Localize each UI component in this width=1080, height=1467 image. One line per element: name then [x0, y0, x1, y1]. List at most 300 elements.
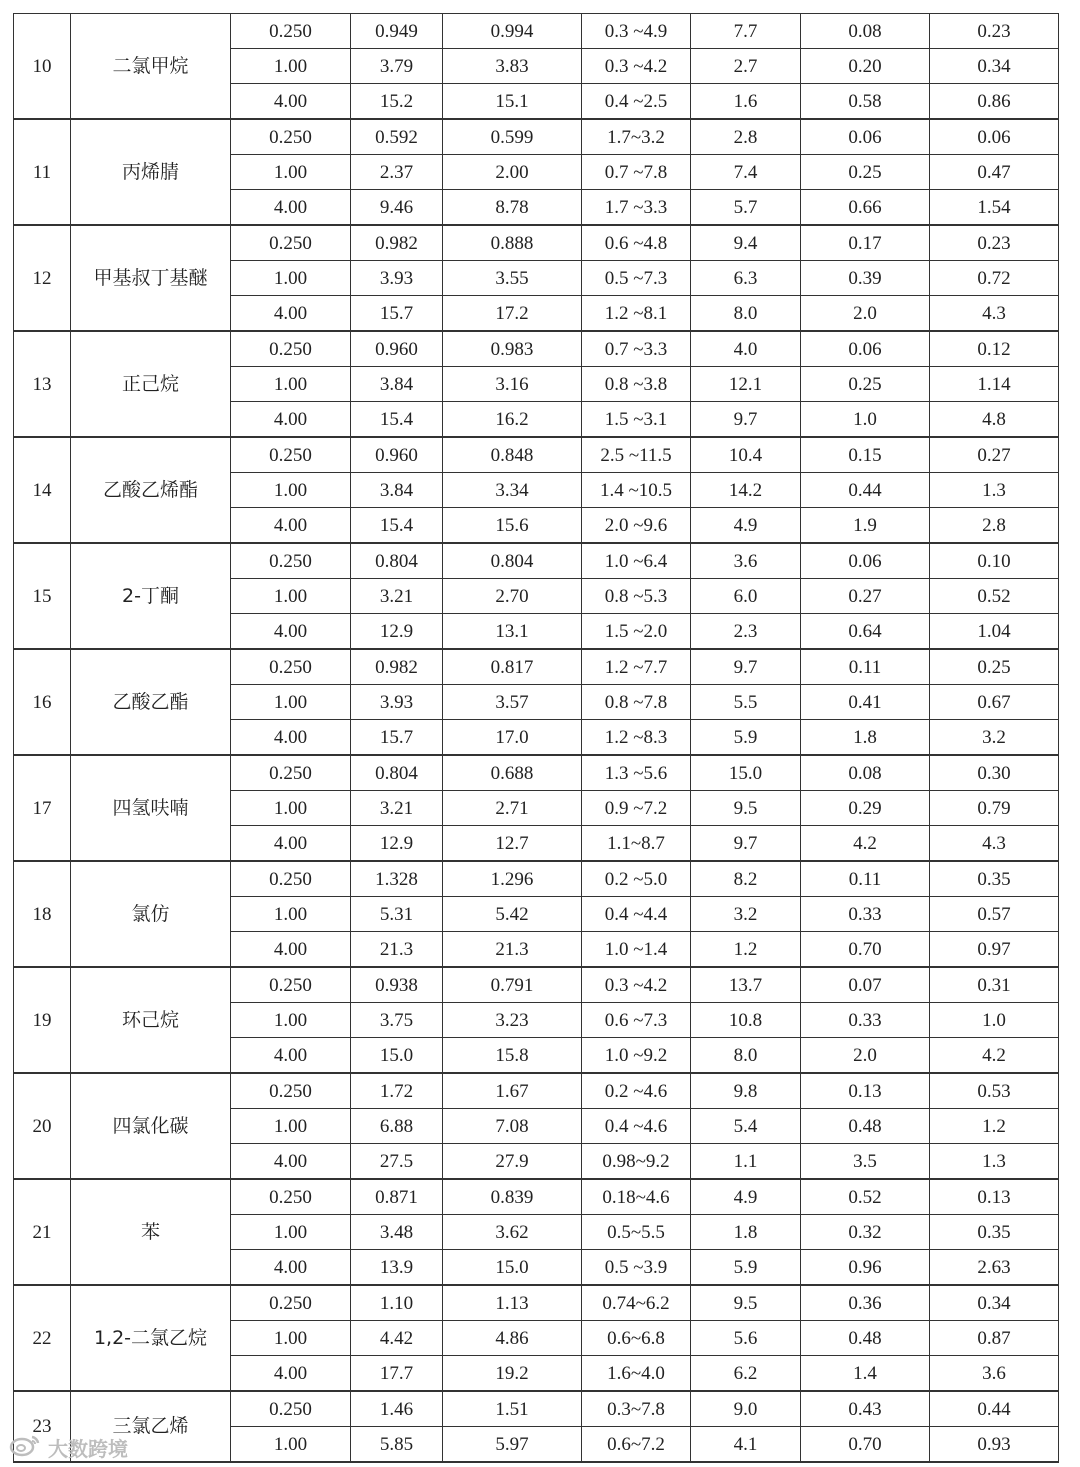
table-cell: 0.8 ~3.8: [582, 367, 691, 402]
table-cell: 3.2: [691, 897, 801, 932]
table-cell: 1.3: [930, 1144, 1059, 1180]
table-cell: 13.9: [351, 1250, 443, 1286]
table-cell: 1.328: [351, 861, 443, 897]
table-cell: 13.7: [691, 967, 801, 1003]
table-cell: 0.960: [351, 437, 443, 473]
row-number: 18: [14, 861, 71, 967]
table-cell: 1.72: [351, 1073, 443, 1109]
table-cell: 0.250: [231, 861, 351, 897]
table-cell: 0.25: [930, 649, 1059, 685]
compound-name: 氯仿: [71, 861, 231, 967]
compound-name: 四氯化碳: [71, 1073, 231, 1179]
table-cell: 1.3: [930, 473, 1059, 508]
table-cell: 1.00: [231, 49, 351, 84]
table-cell: 3.93: [351, 685, 443, 720]
table-cell: 1.00: [231, 1003, 351, 1038]
table-cell: 2.7: [691, 49, 801, 84]
table-cell: 13.1: [443, 614, 582, 650]
table-cell: 1.00: [231, 261, 351, 296]
table-cell: 3.16: [443, 367, 582, 402]
table-cell: 27.9: [443, 1144, 582, 1180]
table-cell: 0.34: [930, 49, 1059, 84]
table-cell: 8.78: [443, 190, 582, 226]
table-cell: 15.8: [443, 1038, 582, 1074]
table-cell: 1.3 ~5.6: [582, 755, 691, 791]
table-cell: 0.53: [930, 1073, 1059, 1109]
table-cell: 3.79: [351, 49, 443, 84]
table-cell: 4.1: [691, 1427, 801, 1463]
table-cell: 12.9: [351, 614, 443, 650]
table-row: [14, 755, 1059, 791]
table-cell: 0.08: [801, 755, 930, 791]
table-cell: 0.250: [231, 119, 351, 155]
table-cell: 10.8: [691, 1003, 801, 1038]
table-cell: 1.1~8.7: [582, 826, 691, 862]
row-number: 10: [14, 14, 71, 120]
table-cell: 0.06: [930, 119, 1059, 155]
table-cell: 1.1: [691, 1144, 801, 1180]
table-cell: 5.6: [691, 1321, 801, 1356]
table-cell: 2.3: [691, 614, 801, 650]
table-cell: 4.0: [691, 331, 801, 367]
table-cell: 0.18~4.6: [582, 1179, 691, 1215]
table-cell: 0.25: [801, 155, 930, 190]
compound-name: 正己烷: [71, 331, 231, 437]
table-cell: 1.4: [801, 1356, 930, 1392]
table-cell: 2.63: [930, 1250, 1059, 1286]
table-cell: 1.6~4.0: [582, 1356, 691, 1392]
table-cell: 0.48: [801, 1109, 930, 1144]
table-cell: 0.33: [801, 897, 930, 932]
table-row: [14, 1179, 1059, 1215]
table-cell: 0.52: [930, 579, 1059, 614]
table-cell: 5.85: [351, 1427, 443, 1463]
table-cell: 0.804: [443, 543, 582, 579]
table-cell: 1.00: [231, 579, 351, 614]
table-cell: 2.0 ~9.6: [582, 508, 691, 544]
table-cell: 1.9: [801, 508, 930, 544]
table-cell: 1.0 ~9.2: [582, 1038, 691, 1074]
table-cell: 0.48: [801, 1321, 930, 1356]
compound-name: 1,2-二氯乙烷: [71, 1285, 231, 1391]
table-cell: 0.10: [930, 543, 1059, 579]
table-cell: 15.2: [351, 84, 443, 120]
table-cell: 0.39: [801, 261, 930, 296]
table-cell: 1.5 ~2.0: [582, 614, 691, 650]
table-cell: 4.3: [930, 296, 1059, 332]
table-cell: 0.839: [443, 1179, 582, 1215]
table-cell: 0.93: [930, 1427, 1059, 1463]
table-cell: 0.250: [231, 755, 351, 791]
table-cell: 1.00: [231, 791, 351, 826]
table-cell: 0.250: [231, 14, 351, 49]
table-cell: 0.23: [930, 14, 1059, 49]
table-cell: 0.08: [801, 14, 930, 49]
table-cell: 1.8: [691, 1215, 801, 1250]
table-cell: 4.8: [930, 402, 1059, 438]
table-cell: 15.4: [351, 508, 443, 544]
table-cell: 4.00: [231, 402, 351, 438]
table-cell: 0.35: [930, 1215, 1059, 1250]
table-cell: 0.64: [801, 614, 930, 650]
table-cell: 0.57: [930, 897, 1059, 932]
table-cell: 0.982: [351, 225, 443, 261]
table-cell: 3.55: [443, 261, 582, 296]
table-cell: 0.72: [930, 261, 1059, 296]
table-cell: 0.5 ~7.3: [582, 261, 691, 296]
table-cell: 0.9 ~7.2: [582, 791, 691, 826]
row-number: 21: [14, 1179, 71, 1285]
compound-name: 四氢呋喃: [71, 755, 231, 861]
table-cell: 1.00: [231, 1109, 351, 1144]
compound-name: 甲基叔丁基醚: [71, 225, 231, 331]
table-cell: 0.8 ~7.8: [582, 685, 691, 720]
table-cell: 0.983: [443, 331, 582, 367]
table-cell: 0.96: [801, 1250, 930, 1286]
row-number: 19: [14, 967, 71, 1073]
table-cell: 12.9: [351, 826, 443, 862]
table-cell: 2.0: [801, 1038, 930, 1074]
table-cell: 9.46: [351, 190, 443, 226]
table-cell: 1.0 ~1.4: [582, 932, 691, 968]
table-cell: 0.32: [801, 1215, 930, 1250]
row-number: 22: [14, 1285, 71, 1391]
table-cell: 1.296: [443, 861, 582, 897]
table-cell: 2.71: [443, 791, 582, 826]
table-cell: 0.67: [930, 685, 1059, 720]
table-cell: 0.74~6.2: [582, 1285, 691, 1321]
table-cell: 21.3: [443, 932, 582, 968]
table-cell: 0.25: [801, 367, 930, 402]
table-cell: 0.817: [443, 649, 582, 685]
table-cell: 0.4 ~2.5: [582, 84, 691, 120]
table-cell: 0.86: [930, 84, 1059, 120]
table-cell: 1.00: [231, 1427, 351, 1463]
row-number: 14: [14, 437, 71, 543]
table-cell: 0.4 ~4.6: [582, 1109, 691, 1144]
table-cell: 0.250: [231, 1391, 351, 1427]
table-cell: 0.848: [443, 437, 582, 473]
table-cell: 4.2: [930, 1038, 1059, 1074]
table-cell: 3.75: [351, 1003, 443, 1038]
table-cell: 9.5: [691, 791, 801, 826]
compound-name: 乙酸乙酯: [71, 649, 231, 755]
table-cell: 0.5~5.5: [582, 1215, 691, 1250]
table-cell: 0.13: [801, 1073, 930, 1109]
table-cell: 0.20: [801, 49, 930, 84]
table-cell: 3.6: [930, 1356, 1059, 1392]
table-cell: 16.2: [443, 402, 582, 438]
table-cell: 7.7: [691, 14, 801, 49]
table-cell: 0.52: [801, 1179, 930, 1215]
table-cell: 0.13: [930, 1179, 1059, 1215]
table-cell: 0.23: [930, 225, 1059, 261]
table-cell: 9.5: [691, 1285, 801, 1321]
table-row: [14, 1391, 1059, 1427]
watermark-text: 大数跨境: [48, 1436, 128, 1461]
table-cell: 0.250: [231, 331, 351, 367]
table-cell: 1.13: [443, 1285, 582, 1321]
table-cell: 17.2: [443, 296, 582, 332]
compound-name: 苯: [71, 1179, 231, 1285]
table-cell: 4.00: [231, 1250, 351, 1286]
table-cell: 15.7: [351, 296, 443, 332]
table-cell: 0.43: [801, 1391, 930, 1427]
row-number: 23: [14, 1391, 71, 1462]
table-cell: 4.00: [231, 296, 351, 332]
table-cell: 27.5: [351, 1144, 443, 1180]
table-cell: 0.87: [930, 1321, 1059, 1356]
table-cell: 1.2 ~7.7: [582, 649, 691, 685]
table-cell: 15.7: [351, 720, 443, 756]
table-cell: 1.00: [231, 897, 351, 932]
table-cell: 2.70: [443, 579, 582, 614]
table-cell: 1.67: [443, 1073, 582, 1109]
table-cell: 0.33: [801, 1003, 930, 1038]
table-cell: 1.2 ~8.1: [582, 296, 691, 332]
table-row: [14, 119, 1059, 155]
table-cell: 4.00: [231, 1356, 351, 1392]
table-cell: 1.00: [231, 367, 351, 402]
table-cell: 0.592: [351, 119, 443, 155]
row-number: 17: [14, 755, 71, 861]
table-cell: 9.4: [691, 225, 801, 261]
table-cell: 7.4: [691, 155, 801, 190]
table-cell: 0.2 ~5.0: [582, 861, 691, 897]
table-cell: 1.46: [351, 1391, 443, 1427]
table-cell: 0.47: [930, 155, 1059, 190]
table-cell: 5.42: [443, 897, 582, 932]
table-cell: 0.11: [801, 861, 930, 897]
table-cell: 3.84: [351, 473, 443, 508]
table-cell: 4.00: [231, 614, 351, 650]
table-row: [14, 543, 1059, 579]
table-cell: 3.21: [351, 791, 443, 826]
table-cell: 0.35: [930, 861, 1059, 897]
table-cell: 5.9: [691, 1250, 801, 1286]
compound-name: 二氯甲烷: [71, 14, 231, 120]
table-cell: 3.93: [351, 261, 443, 296]
table-cell: 0.8 ~5.3: [582, 579, 691, 614]
table-cell: 1.2 ~8.3: [582, 720, 691, 756]
table-cell: 19.2: [443, 1356, 582, 1392]
row-number: 11: [14, 119, 71, 225]
table-cell: 0.66: [801, 190, 930, 226]
table-cell: 4.3: [930, 826, 1059, 862]
table-cell: 15.6: [443, 508, 582, 544]
table-cell: 2.0: [801, 296, 930, 332]
table-cell: 0.41: [801, 685, 930, 720]
table-cell: 1.8: [801, 720, 930, 756]
table-cell: 15.1: [443, 84, 582, 120]
table-cell: 0.06: [801, 119, 930, 155]
table-cell: 5.5: [691, 685, 801, 720]
table-cell: 6.0: [691, 579, 801, 614]
table-cell: 0.27: [801, 579, 930, 614]
table-cell: 6.88: [351, 1109, 443, 1144]
table-cell: 5.97: [443, 1427, 582, 1463]
table-row: [14, 331, 1059, 367]
table-cell: 4.00: [231, 84, 351, 120]
row-number: 12: [14, 225, 71, 331]
table-cell: 10.4: [691, 437, 801, 473]
table-cell: 0.2 ~4.6: [582, 1073, 691, 1109]
table-cell: 4.00: [231, 1038, 351, 1074]
table-cell: 0.960: [351, 331, 443, 367]
table-cell: 0.250: [231, 967, 351, 1003]
table-cell: 3.84: [351, 367, 443, 402]
table-cell: 2.5 ~11.5: [582, 437, 691, 473]
table-cell: 8.2: [691, 861, 801, 897]
table-cell: 0.6~7.2: [582, 1427, 691, 1463]
table-cell: 17.7: [351, 1356, 443, 1392]
table-cell: 0.17: [801, 225, 930, 261]
table-cell: 14.2: [691, 473, 801, 508]
table-row: [14, 437, 1059, 473]
row-number: 20: [14, 1073, 71, 1179]
table-cell: 5.7: [691, 190, 801, 226]
table-cell: 0.804: [351, 543, 443, 579]
table-cell: 0.6 ~4.8: [582, 225, 691, 261]
table-cell: 3.2: [930, 720, 1059, 756]
table-cell: 1.00: [231, 155, 351, 190]
table-cell: 0.44: [801, 473, 930, 508]
table-cell: 4.9: [691, 1179, 801, 1215]
table-cell: 0.599: [443, 119, 582, 155]
table-cell: 0.250: [231, 437, 351, 473]
table-cell: 4.42: [351, 1321, 443, 1356]
table-cell: 0.7 ~3.3: [582, 331, 691, 367]
table-cell: 0.6 ~7.3: [582, 1003, 691, 1038]
table-cell: 0.3 ~4.2: [582, 967, 691, 1003]
row-number: 15: [14, 543, 71, 649]
table-cell: 0.6~6.8: [582, 1321, 691, 1356]
table-cell: 4.00: [231, 1144, 351, 1180]
table-cell: 12.1: [691, 367, 801, 402]
table-cell: 0.29: [801, 791, 930, 826]
watermark: [8, 1432, 128, 1462]
table-cell: 3.48: [351, 1215, 443, 1250]
table-cell: 1.0 ~6.4: [582, 543, 691, 579]
table-cell: 2.8: [691, 119, 801, 155]
table-cell: 4.86: [443, 1321, 582, 1356]
table-cell: 0.871: [351, 1179, 443, 1215]
table-row: [14, 225, 1059, 261]
table-cell: 0.5 ~3.9: [582, 1250, 691, 1286]
table-row: [14, 967, 1059, 1003]
table-cell: 5.31: [351, 897, 443, 932]
table-cell: 4.00: [231, 826, 351, 862]
table-cell: 0.58: [801, 84, 930, 120]
table-cell: 1.7~3.2: [582, 119, 691, 155]
table-cell: 6.3: [691, 261, 801, 296]
table-body: [14, 14, 1059, 1463]
table-cell: 4.00: [231, 508, 351, 544]
table-cell: 0.27: [930, 437, 1059, 473]
table-cell: 0.3~7.8: [582, 1391, 691, 1427]
table-cell: 0.250: [231, 649, 351, 685]
table-cell: 1.04: [930, 614, 1059, 650]
table-cell: 1.7 ~3.3: [582, 190, 691, 226]
table-cell: 0.791: [443, 967, 582, 1003]
table-cell: 2.00: [443, 155, 582, 190]
table-cell: 12.7: [443, 826, 582, 862]
data-table: [13, 13, 1059, 1463]
table-cell: 8.0: [691, 296, 801, 332]
table-cell: 0.3 ~4.2: [582, 49, 691, 84]
table-cell: 8.0: [691, 1038, 801, 1074]
table-cell: 0.31: [930, 967, 1059, 1003]
table-cell: 9.7: [691, 649, 801, 685]
table-cell: 0.07: [801, 967, 930, 1003]
table-cell: 4.9: [691, 508, 801, 544]
table-cell: 3.57: [443, 685, 582, 720]
table-cell: 3.34: [443, 473, 582, 508]
table-row: [14, 649, 1059, 685]
table-cell: 0.804: [351, 755, 443, 791]
table-cell: 3.83: [443, 49, 582, 84]
table-cell: 5.4: [691, 1109, 801, 1144]
table-cell: 0.250: [231, 1285, 351, 1321]
table-cell: 0.06: [801, 331, 930, 367]
table-cell: 6.2: [691, 1356, 801, 1392]
table-cell: 1.0: [930, 1003, 1059, 1038]
compound-name: 乙酸乙烯酯: [71, 437, 231, 543]
table-cell: 0.30: [930, 755, 1059, 791]
table-cell: 15.0: [443, 1250, 582, 1286]
table-cell: 9.8: [691, 1073, 801, 1109]
table-cell: 0.888: [443, 225, 582, 261]
table-cell: 17.0: [443, 720, 582, 756]
table-cell: 3.62: [443, 1215, 582, 1250]
table-cell: 0.70: [801, 1427, 930, 1463]
table-cell: 15.0: [351, 1038, 443, 1074]
table-row: [14, 1285, 1059, 1321]
table-cell: 21.3: [351, 932, 443, 968]
table-cell: 0.994: [443, 14, 582, 49]
table-cell: 0.250: [231, 1073, 351, 1109]
table-cell: 7.08: [443, 1109, 582, 1144]
weibo-icon: [8, 1433, 42, 1462]
table-cell: 0.688: [443, 755, 582, 791]
table-cell: 1.2: [691, 932, 801, 968]
table-cell: 3.5: [801, 1144, 930, 1180]
table-cell: 1.0: [801, 402, 930, 438]
table-cell: 4.00: [231, 190, 351, 226]
table-cell: 1.00: [231, 685, 351, 720]
table-cell: 1.6: [691, 84, 801, 120]
table-cell: 0.98~9.2: [582, 1144, 691, 1180]
table-cell: 2.37: [351, 155, 443, 190]
table-cell: 0.34: [930, 1285, 1059, 1321]
table-row: [14, 14, 1059, 49]
table-cell: 3.6: [691, 543, 801, 579]
table-cell: 0.36: [801, 1285, 930, 1321]
table-cell: 15.4: [351, 402, 443, 438]
compound-name: 环己烷: [71, 967, 231, 1073]
table-cell: 1.10: [351, 1285, 443, 1321]
table-cell: 0.12: [930, 331, 1059, 367]
table-cell: 0.44: [930, 1391, 1059, 1427]
table-cell: 0.15: [801, 437, 930, 473]
table-cell: 1.00: [231, 473, 351, 508]
compound-name: 2-丁酮: [71, 543, 231, 649]
table-cell: 1.14: [930, 367, 1059, 402]
compound-name: 三氯乙烯: [71, 1391, 231, 1462]
table-cell: 0.938: [351, 967, 443, 1003]
table-row: [14, 861, 1059, 897]
table-cell: 0.4 ~4.4: [582, 897, 691, 932]
